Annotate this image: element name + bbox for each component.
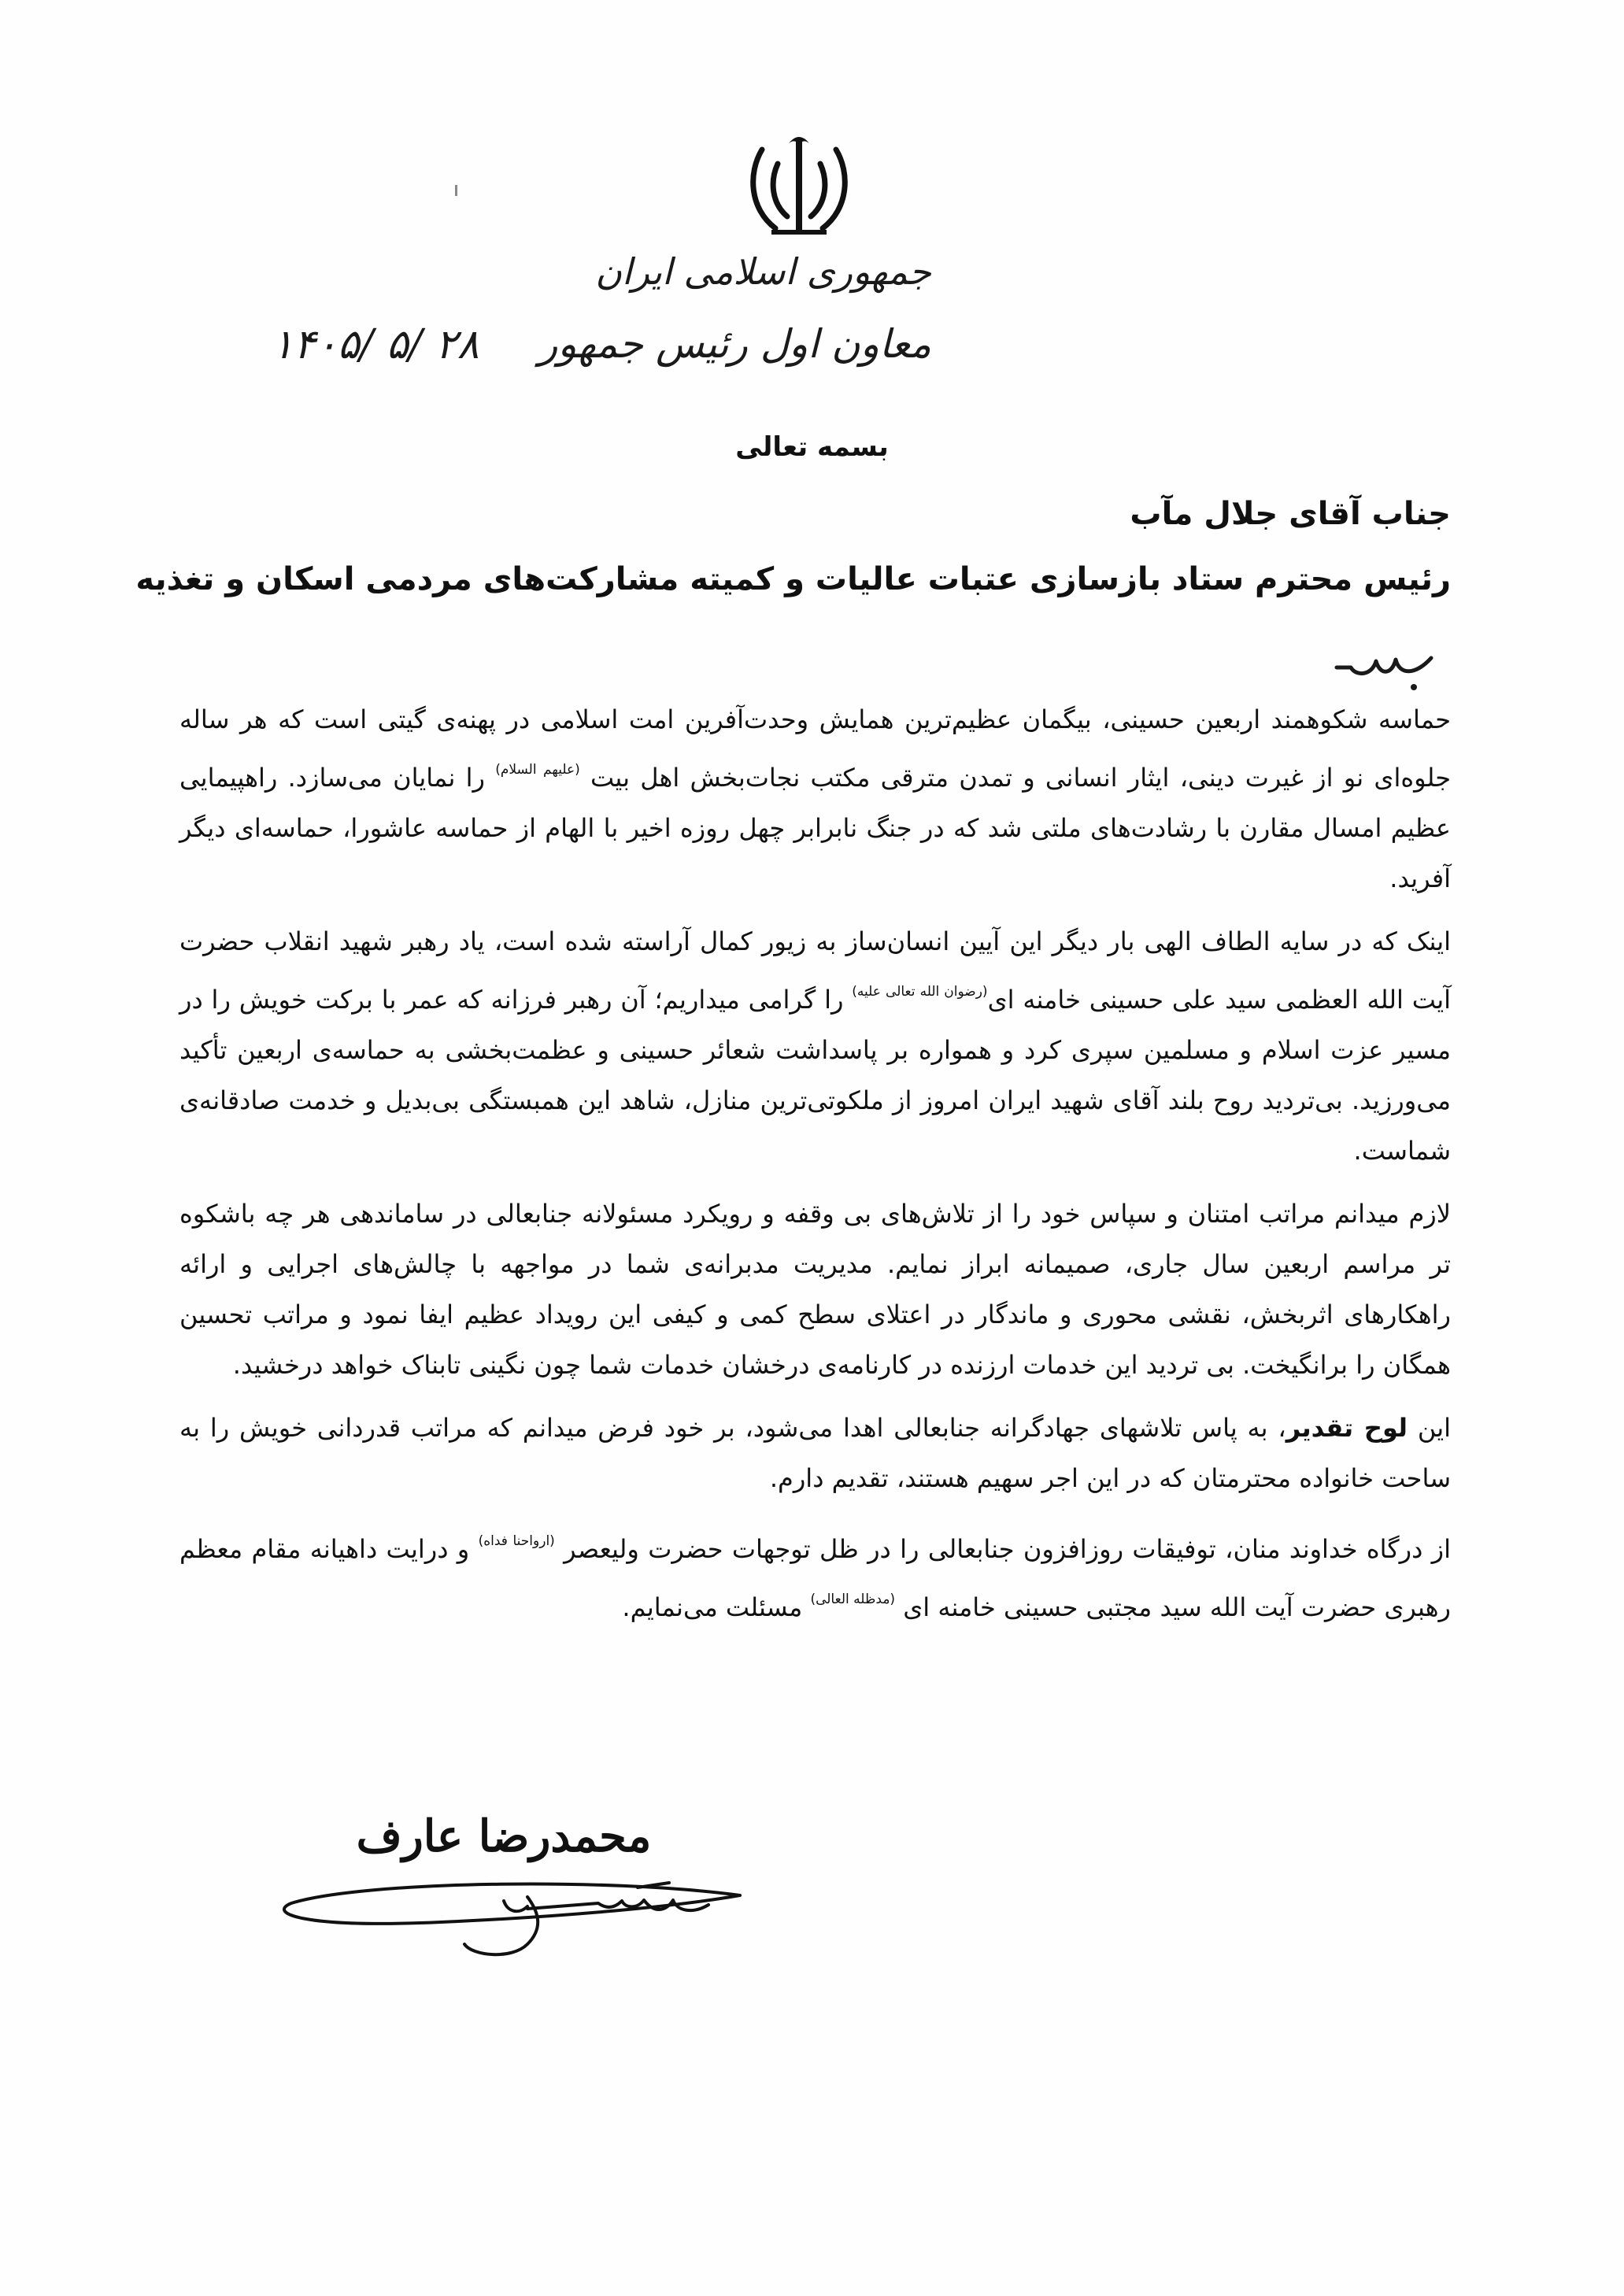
paragraph-5 — [179, 1516, 1451, 1632]
invocation: بسمه تعالی — [735, 431, 889, 463]
letter-date: ۱۴۰۵/ ۵/ ۲۸ — [272, 321, 479, 368]
paragraph-2-honorific: (رضوان الله تعالی علیه) — [852, 984, 988, 1000]
emblem-of-iran-icon — [740, 126, 858, 244]
handwritten-bism-mark — [1321, 644, 1439, 699]
addressee-name: جناب آقای جلال مآب — [1130, 496, 1451, 532]
paragraph-4 — [179, 1403, 1451, 1503]
paragraph-1-text-b: را نمایان می‌سازد. راهپیمایی عظیم امسال مقارن با رشادت‌های ملتی شد که در جنگ نابرابر چهل روزه اخیر با الهام از حماسه عاشورا، حماسه‌ای دیگر آفرید. — [179, 763, 1451, 893]
paragraph-2 — [179, 916, 1451, 1176]
paragraph-1-text-a: حماسه شکوهمند اربعین حسینی، بیگمان عظیم‌ترین همایش وحدت‌آفرین امت اسلامی در پهنه‌ی گیتی است که هر ساله جلوه‌ای نو از غیرت دینی، ایثار انسانی و تمدن مترقی مکتب نجات‌بخش اهل بیت — [179, 704, 1452, 793]
paragraph-2-text-b: را گرامی میداریم؛ آن رهبر فرزانه که عمر با برکت خویش را در مسیر عزت اسلام و مسلمین سپری کرد و همواره بر پاسداشت شعائر حسینی و عظمت‌بخشی به حماسه‌ی اربعین تأکید می‌ورزید. بی‌تردید روح بلند آقای شهید ایران امروز از ملکوتی‌ترین منازل، شاهد این همبستگی بی‌بدیل و خدمت صادقانه‌ی شماست. — [179, 985, 1451, 1166]
paragraph-5-honorific-1: (ارواحنا فداه) — [478, 1533, 555, 1549]
paragraph-3: لازم میدانم مراتب امتنان و سپاس خود را از تلاش‌های بی وقفه و رویکرد مسئولانه جنابعالی در ساماندهی هر چه باشکوه تر مراسم اربعین سال جاری، صمیمانه ابراز نمایم. مدیریت مدبرانه‌ی شما در مواجهه با چالش‌های اجرایی و ارائه راهکارهای اثربخش، نقشی محوری و ماندگار در اعتلای سطح کمی و کیفی این رویداد عظیم ایفا نمود و مراتب تحسین همگان را برانگیخت. بی تردید این خدمات ارزنده در کارنامه‌ی درخشان خدمات شما چون نگینی تابناک خواهد درخشید. — [179, 1199, 1451, 1380]
paragraph-5-text-b: و درایت داهیانه مقام معظم رهبری حضرت آیت الله سید مجتبی حسینی خامنه ای — [179, 1534, 1451, 1622]
paragraph-5-text-c: مسئلت می‌نمایم. — [622, 1592, 811, 1622]
letter-body — [179, 694, 1451, 1645]
paragraph-2-text-a: اینک که در سایه الطاف الهی بار دیگر این آیین انسان‌ساز به زیور کمال آراسته شده است، یاد رهبر شهید انقلاب حضرت آیت الله العظمی سید علی حسینی خامنه ای — [179, 926, 1452, 1015]
paragraph-4-text-b: ، به پاس تلاشهای جهادگرانه جنابعالی اهدا می‌شود، بر خود فرض میدانم که مراتب قدردانی خویش را به ساحت خانواده محترمتان که در این اجر سهیم هستند، تقدیم دارم. — [179, 1413, 1451, 1493]
signature-scribble — [268, 1865, 771, 1976]
paragraph-5-text-a: از درگاه خداوند منان، توفیقات روزافزون جنابعالی را در ظل توجهات حضرت ولیعصر — [554, 1534, 1451, 1564]
signatory-name: محمدرضا عارف — [356, 1810, 652, 1862]
paragraph-5-honorific-2: (مدظله العالی) — [810, 1592, 896, 1607]
paragraph-4-text-a: این — [1408, 1413, 1452, 1443]
scan-mark — [455, 185, 457, 196]
republic-header: جمهوری اسلامی ایران — [595, 250, 931, 293]
paragraph-1 — [179, 694, 1451, 904]
paragraph-1-honorific: (علیهم السلام) — [495, 762, 580, 778]
addressee-title: رئیس محترم ستاد بازسازی عتبات عالیات و کمیته مشارکت‌های مردمی اسکان و تغذیه — [135, 561, 1451, 597]
office-header: معاون اول رئیس جمهور — [538, 321, 931, 367]
paragraph-4-bold: لوح تقدیر — [1286, 1413, 1408, 1443]
